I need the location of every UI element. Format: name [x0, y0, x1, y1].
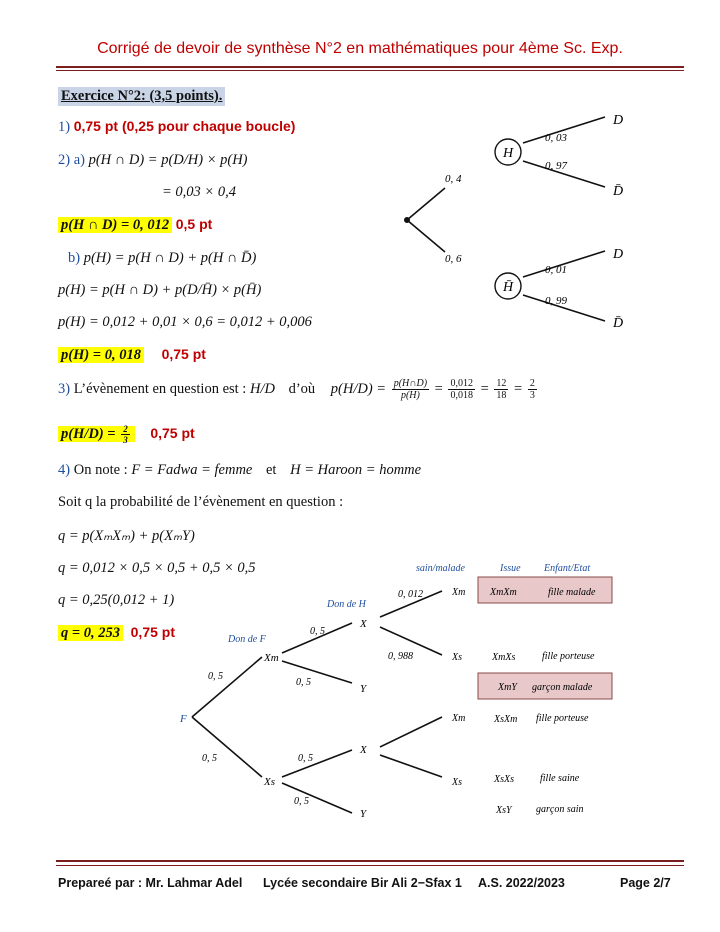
q3-points: 0,75 pt [150, 424, 195, 441]
q2b-equation-3: p(H) = 0,012 + 0,01 × 0,6 = 0,012 + 0,006 [58, 314, 312, 330]
row-5-child: fille saine [540, 773, 580, 784]
row-6-child: garçon sain [536, 804, 584, 815]
q3-fraction-2: $\frac{0,012}{0,018}$ [450, 378, 473, 401]
row-1-state: Xm [452, 587, 466, 598]
probability-tree-2 [170, 555, 650, 825]
q4-equation-3: q = 0,25(0,012 + 1) [58, 592, 175, 608]
node-x-2: X [360, 744, 367, 756]
probability-tree-1 [395, 105, 635, 335]
q1-num: 1) [58, 119, 71, 135]
footer-rule-thin [56, 865, 684, 866]
header-rule-thin [56, 70, 684, 71]
footer-school: Lycée secondaire Bir Ali 2−Sfax 1 [263, 876, 462, 890]
q2b-result-line [58, 346, 206, 364]
q4-equation-1: q = p(XₘXₘ) + p(XₘY) [58, 528, 195, 544]
q2a-result: p(H ∩ D) = 0, 012 [58, 217, 172, 233]
q4-def-h: H = Haroon = homme [290, 462, 422, 478]
q2a-num: 2) a) [58, 152, 85, 168]
row-4-child: fille porteuse [536, 713, 589, 724]
q3-event: H/D [249, 380, 275, 397]
node-hbar: H̄ [502, 280, 514, 295]
row-3-child: garçon malade [532, 682, 593, 693]
q3-conj: d’où [288, 380, 316, 397]
node-h: H [502, 146, 514, 161]
row-5-issue: XsXs [494, 774, 514, 785]
q2b-line [68, 250, 256, 267]
node-xm: Xm [264, 652, 279, 664]
don-h: Don de H [327, 599, 366, 610]
p-sain: 0, 988 [388, 651, 413, 662]
q1-line [58, 118, 295, 136]
row-6-issue: XsY [496, 805, 512, 816]
root-f: F [180, 713, 187, 725]
node-y-2: Y [360, 808, 367, 820]
exercise-title: Exercice N°2: (3,5 points). [58, 87, 225, 106]
q2b-points: 0,75 pt [161, 346, 206, 362]
leaf-d-2: D [613, 247, 624, 262]
page-title: Corrigé de devoir de synthèse N°2 en mathématiques pour 4ème Sc. Exp. [97, 40, 623, 57]
leaf-dbar-1: D̄ [613, 184, 624, 199]
q2a-points: 0,5 pt [175, 216, 213, 232]
q2a-equation-2: = 0,03 × 0,4 [162, 184, 236, 200]
leaf-dbar-2: D̄ [613, 316, 624, 331]
q1-points: 0,75 pt (0,25 pour chaque boucle) [73, 118, 296, 134]
q4-result: q = 0, 253 [58, 625, 123, 641]
q3-result: p(H/D) = $\frac{2}{3}$ [58, 426, 135, 442]
q2b-result: p(H) = 0, 018 [58, 347, 144, 363]
node-y-1: Y [360, 683, 367, 695]
p-root-hbar: 0, 6 [445, 253, 462, 265]
tree2-rows [451, 587, 596, 816]
row-4-issue: XsXm [494, 714, 518, 725]
q3-line: 3) L’évènement en question est : H/D d’où p(H/D) = $\frac{p(H\cap D)}{p(H)}$ = $\frac{0,012}{0,018}$ = $\frac{12}{18}$ = $\frac{2}{3}$ [58, 378, 535, 401]
footer-author: Prepareé par : Mr. Lahmar Adel [58, 876, 243, 890]
q4-conj: et [266, 462, 277, 478]
q4-num: 4) [58, 462, 71, 478]
node-xs: Xs [264, 776, 275, 788]
header-rule [56, 66, 684, 68]
row-3-issue: XmY [498, 682, 517, 693]
q2b-equation: p(H) = p(H ∩ D) + p(H ∩ D̄) [83, 250, 257, 266]
q4-equation-2: q = 0,012 × 0,5 × 0,5 + 0,5 × 0,5 [58, 560, 256, 576]
p-dbar-h: 0, 97 [545, 160, 567, 172]
q3-fraction-1: $\frac{p(H\cap D)}{p(H)}$ [393, 378, 428, 401]
q2a-result-line [58, 216, 212, 234]
q2b-num: b) [68, 250, 81, 266]
footer-page: Page 2/7 [620, 876, 671, 890]
p-root-down: 0, 5 [202, 753, 217, 764]
q4-text: On note : [73, 462, 128, 478]
footer-year: A.S. 2022/2023 [478, 876, 565, 890]
head-child: Enfant/Etat [544, 563, 591, 574]
row-2-child: fille porteuse [542, 651, 595, 662]
p-root-h: 0, 4 [445, 173, 462, 185]
p-d-hbar: 0, 01 [545, 264, 567, 276]
p-xs-y: 0, 5 [294, 796, 309, 807]
p-xm-x: 0, 5 [310, 626, 325, 637]
q3-fraction-4: $\frac{2}{3}$ [529, 378, 535, 401]
q4-soit: Soit q la probabilité de l’évènement en question : [58, 494, 344, 510]
p-d-h: 0, 03 [545, 132, 567, 144]
don-f: Don de F [228, 634, 266, 645]
p-malade: 0, 012 [398, 589, 423, 600]
row-1-child: fille malade [548, 587, 596, 598]
node-x-1: X [360, 618, 367, 630]
leaf-d-1: D [613, 113, 624, 128]
head-issue: Issue [500, 563, 521, 574]
q4-def-f: F = Fadwa = femme [131, 462, 253, 478]
q3-lhs: p(H/D) = [330, 380, 387, 397]
p-root-up: 0, 5 [208, 671, 223, 682]
p-dbar-hbar: 0, 99 [545, 295, 567, 307]
q2b-equation-2: p(H) = p(H ∩ D) + p(D/H̄) × p(H̄) [58, 282, 262, 298]
q4-points: 0,75 pt [130, 624, 175, 640]
q4-result-line [58, 624, 175, 642]
row-2-issue: XmXs [492, 652, 516, 663]
q2a-line [58, 152, 248, 169]
q2a-equation: p(H ∩ D) = p(D/H) × p(H) [88, 152, 248, 168]
row-4-state: Xm [452, 713, 466, 724]
p-xm-y: 0, 5 [296, 677, 311, 688]
row-2-state: Xs [452, 652, 462, 663]
q3-fraction-3: $\frac{12}{18}$ [496, 378, 507, 401]
row-5-state: Xs [452, 777, 462, 788]
p-xs-x: 0, 5 [298, 753, 313, 764]
q3-text: L’évènement en question est : [73, 380, 247, 397]
q4-line [58, 462, 421, 479]
row-1-issue: XmXm [490, 587, 517, 598]
q3-num: 3) [58, 380, 71, 397]
head-state: sain/malade [416, 563, 465, 574]
footer-rule [56, 860, 684, 862]
q3-result-line [58, 424, 195, 445]
